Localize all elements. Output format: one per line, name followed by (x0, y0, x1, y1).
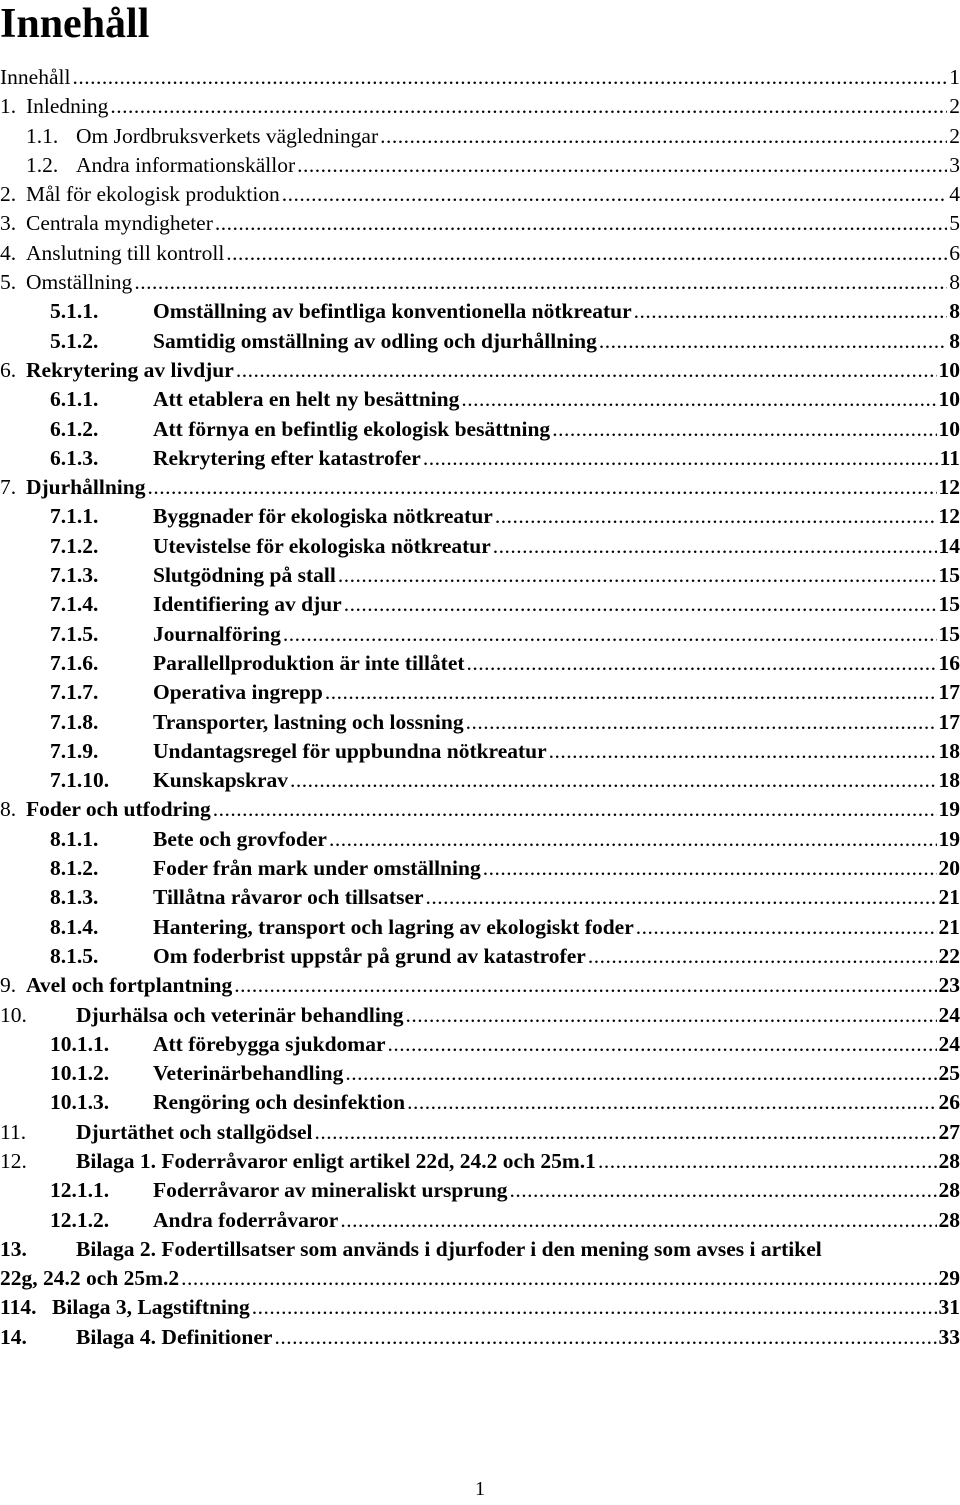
toc-entry[interactable] (0, 1147, 960, 1176)
toc-entry-number: 4. (0, 240, 17, 265)
toc-entry-title: Undantagsregel för uppbundna nötkreatur (153, 738, 547, 763)
toc-entry-number: 9. (0, 973, 17, 998)
toc-leader-dots (181, 1264, 936, 1293)
toc-entry[interactable] (0, 327, 960, 356)
toc-entry-wrapped[interactable] (0, 1235, 960, 1264)
toc-entry-page: 12 (938, 504, 960, 529)
toc-entry-title: Att förnya en befintlig ekologisk besättning (153, 416, 551, 441)
toc-entry-page: 21 (938, 914, 960, 939)
toc-entry-line (26, 971, 960, 1000)
toc-entry-page: 14 (938, 533, 960, 558)
toc-leader-dots (344, 590, 937, 619)
toc-entry-line (153, 1059, 960, 1088)
toc-leader-dots (314, 1118, 936, 1147)
toc-leader-dots (599, 327, 947, 356)
toc-entry-line (153, 1176, 960, 1205)
toc-entry[interactable] (0, 444, 960, 473)
toc-entry-number: 7.1.1. (50, 504, 99, 529)
toc-entry-line (26, 180, 960, 209)
toc-entry-number: 6.1.1. (50, 387, 99, 412)
toc-entry-number: 12.1.1. (50, 1178, 110, 1203)
toc-entry-line (153, 297, 960, 326)
toc-entry-number: 7.1.5. (50, 621, 99, 646)
toc-entry[interactable] (0, 180, 960, 209)
toc-leader-dots (407, 1088, 936, 1117)
toc-leader-dots (461, 385, 936, 414)
toc-leader-dots (297, 151, 947, 180)
toc-entry-number: 7. (0, 475, 17, 500)
toc-leader-dots (588, 942, 937, 971)
toc-entry-title: Omställning (26, 270, 133, 295)
toc-entry-number: 7.1.10. (50, 768, 110, 793)
toc-entry-line (26, 209, 960, 238)
toc-leader-dots (213, 795, 937, 824)
toc-entry-title: Omställning av befintliga konventionella nötkreatur (153, 299, 632, 324)
toc-entry-title: Rekrytering efter katastrofer (153, 445, 421, 470)
toc-entry-page: 18 (938, 738, 960, 763)
toc-entry-number: 10.1.1. (50, 1031, 110, 1056)
toc-entry-line (153, 766, 960, 795)
toc-entry-number: 7.1.6. (50, 650, 99, 675)
toc-entry-page: 10 (938, 387, 960, 412)
toc-entry-number: 7.1.7. (50, 680, 99, 705)
toc-entry-number: 2. (0, 182, 17, 207)
toc-entry-page: 4 (949, 182, 960, 207)
toc-entry[interactable] (0, 1118, 960, 1147)
toc-entry-title: Bilaga 2. Fodertillsatser som används i djurfoder i den mening som avses i artikel (76, 1236, 822, 1261)
toc-leader-dots (634, 297, 948, 326)
toc-entry-title: Avel och fortplantning (26, 973, 233, 998)
toc-entry-title: Djurtäthet och stallgödsel (76, 1119, 313, 1144)
toc-entry-page: 2 (949, 123, 960, 148)
toc-entry-number: 7.1.2. (50, 533, 99, 558)
toc-leader-dots (406, 1001, 937, 1030)
toc-entry-line (153, 854, 960, 883)
toc-entry-page: 8 (949, 328, 960, 353)
toc-entry[interactable] (0, 942, 960, 971)
toc-entry-line (76, 151, 960, 180)
toc-entry-title: Operativa ingrepp (153, 680, 323, 705)
toc-leader-dots (380, 122, 947, 151)
toc-entry[interactable] (0, 678, 960, 707)
toc-entry-line (153, 678, 960, 707)
toc-entry-line (76, 1001, 960, 1030)
toc-entry-title: Utevistelse för ekologiska nötkreatur (153, 533, 491, 558)
toc-entry-number: 8.1.4. (50, 914, 99, 939)
toc-entry-wrapped-continuation[interactable] (0, 1264, 960, 1293)
toc-entry-number: 8. (0, 797, 17, 822)
toc-entry[interactable] (0, 1206, 960, 1235)
toc-entry-page: 24 (938, 1031, 960, 1056)
toc-entry-page: 33 (938, 1324, 960, 1349)
toc-entry-page: 8 (949, 299, 960, 324)
toc-entry-number: 12. (0, 1148, 27, 1173)
toc-entry-number: 114. (0, 1295, 37, 1320)
toc-entry-line (26, 92, 960, 121)
toc-entry-title: Bilaga 3, Lagstiftning (52, 1295, 250, 1320)
toc-leader-dots (467, 649, 937, 678)
toc-entry-page: 28 (938, 1178, 960, 1203)
toc-entry-line (0, 1264, 960, 1293)
toc-entry-page: 26 (938, 1090, 960, 1115)
toc-entry[interactable] (0, 883, 960, 912)
toc-entry[interactable] (0, 708, 960, 737)
toc-entry-number: 7.1.8. (50, 709, 99, 734)
toc-entry-line (76, 1147, 960, 1176)
toc-leader-dots (329, 825, 937, 854)
toc-leader-dots (466, 708, 937, 737)
toc-entry-page: 11 (939, 445, 960, 470)
toc-entry-title: Kunskapskrav (153, 768, 289, 793)
toc-entry-page: 25 (938, 1061, 960, 1086)
toc-entry-line (153, 649, 960, 678)
toc-entry-title: Byggnader för ekologiska nötkreatur (153, 504, 493, 529)
toc-entry[interactable] (0, 795, 960, 824)
toc-entry-page: 19 (938, 797, 960, 822)
toc-entry-page: 6 (949, 240, 960, 265)
toc-entry[interactable] (0, 854, 960, 883)
toc-entry-line (153, 883, 960, 912)
toc-entry[interactable] (0, 415, 960, 444)
toc-entry[interactable] (0, 473, 960, 502)
toc-entry-page: 2 (949, 94, 960, 119)
toc-entry-page: 5 (949, 211, 960, 236)
toc-entry-page: 29 (938, 1266, 960, 1291)
toc-entry-title: Andra informationskällor (76, 152, 296, 177)
toc-entry-page: 22 (938, 943, 960, 968)
toc-entry-number: 13. (0, 1236, 27, 1261)
toc-entry-title: Identifiering av djur (153, 592, 342, 617)
toc-entry-line (153, 620, 960, 649)
toc-entry-number: 5.1.1. (50, 299, 99, 324)
toc-entry-page: 23 (938, 973, 960, 998)
toc-entry-title: Att etablera en helt ny besättning (153, 387, 460, 412)
toc-entry-page: 17 (938, 709, 960, 734)
toc-entry-number: 10. (0, 1002, 27, 1027)
toc-leader-dots (510, 1176, 937, 1205)
toc-leader-dots (549, 737, 937, 766)
table-of-contents (0, 63, 960, 1352)
toc-leader-dots (215, 209, 947, 238)
toc-entry-number: 7.1.3. (50, 563, 99, 588)
toc-entry-line (76, 1118, 960, 1147)
toc-leader-dots (340, 1206, 936, 1235)
toc-entry-number: 6.1.3. (50, 445, 99, 470)
toc-entry-title: Tillåtna råvaror och tillsatser (153, 885, 424, 910)
toc-entry-page: 31 (938, 1295, 960, 1320)
toc-entry-title: Rengöring och desinfektion (153, 1090, 406, 1115)
toc-leader-dots (147, 473, 936, 502)
toc-entry[interactable] (0, 1030, 960, 1059)
toc-entry-title: Journalföring (153, 621, 281, 646)
toc-entry-page: 21 (938, 885, 960, 910)
toc-entry-line (76, 122, 960, 151)
toc-entry-page: 1 (949, 65, 960, 89)
toc-entry-number: 7.1.4. (50, 592, 99, 617)
toc-entry-page: 28 (938, 1148, 960, 1173)
toc-entry-title: Djurhälsa och veterinär behandling (76, 1002, 404, 1027)
toc-entry[interactable] (0, 385, 960, 414)
toc-entry-line (153, 737, 960, 766)
toc-entry-title: Bilaga 1. Foderråvaror enligt artikel 22d, 24.2 och 25m.1 (76, 1148, 596, 1173)
toc-entry-line (26, 356, 960, 385)
toc-entry-number: 5.1.2. (50, 328, 99, 353)
toc-leader-dots (338, 561, 937, 590)
toc-entry-number: 10.1.3. (50, 1090, 110, 1115)
toc-leader-dots (493, 532, 937, 561)
toc-entry-title: Hantering, transport och lagring av ekologiskt foder (153, 914, 634, 939)
toc-entry-line (153, 942, 960, 971)
toc-entry-title: Djurhållning (26, 475, 146, 500)
toc-entry-title: Anslutning till kontroll (26, 240, 225, 265)
toc-entry[interactable] (0, 92, 960, 121)
toc-entry[interactable] (0, 825, 960, 854)
toc-entry-number: 12.1.2. (50, 1207, 110, 1232)
toc-leader-dots (598, 1147, 937, 1176)
toc-entry-number: 6.1.2. (50, 416, 99, 441)
toc-entry-title: Foder och utfodring (26, 797, 211, 822)
toc-entry[interactable] (0, 1176, 960, 1205)
toc-entry-title: Samtidig omställning av odling och djurhållning (153, 328, 597, 353)
toc-leader-dots (282, 180, 947, 209)
toc-entry-title: Mål för ekologisk produktion (26, 182, 280, 207)
toc-leader-dots (636, 913, 937, 942)
toc-entry-line (153, 532, 960, 561)
toc-entry[interactable] (0, 1323, 960, 1352)
toc-leader-dots (72, 63, 947, 92)
toc-entry-number: 8.1.5. (50, 943, 99, 968)
toc-entry-line (153, 415, 960, 444)
toc-entry-line (153, 327, 960, 356)
toc-leader-dots (134, 268, 947, 297)
toc-entry-title: Foderråvaror av mineraliskt ursprung (153, 1178, 508, 1203)
toc-leader-dots (345, 1059, 936, 1088)
toc-entry-page: 19 (938, 826, 960, 851)
toc-entry[interactable] (0, 971, 960, 1000)
toc-leader-dots (325, 678, 937, 707)
toc-entry-line (153, 1030, 960, 1059)
toc-entry-line (76, 1323, 960, 1352)
toc-entry-line (153, 561, 960, 590)
toc-leader-dots (110, 92, 947, 121)
toc-entry[interactable] (0, 561, 960, 590)
toc-entry[interactable] (0, 1088, 960, 1117)
toc-leader-dots (552, 415, 936, 444)
toc-entry[interactable] (0, 151, 960, 180)
page-title: Innehåll (0, 1, 150, 47)
toc-leader-dots (290, 766, 936, 795)
toc-entry-line (26, 268, 960, 297)
toc-leader-dots (495, 502, 937, 531)
toc-entry-title: Bete och grovfoder (153, 826, 327, 851)
toc-leader-dots (283, 620, 937, 649)
toc-leader-dots (252, 1293, 937, 1322)
toc-entry-line (153, 825, 960, 854)
toc-entry-number: 8.1.3. (50, 885, 99, 910)
toc-entry[interactable] (0, 1293, 960, 1322)
toc-entry-line (26, 795, 960, 824)
toc-entry[interactable] (0, 122, 960, 151)
toc-entry-number: 1.1. (26, 123, 59, 148)
toc-entry-line (153, 590, 960, 619)
toc-entry-line (153, 1206, 960, 1235)
toc-leader-dots (234, 971, 936, 1000)
toc-entry-title: Innehåll (0, 65, 71, 89)
toc-leader-dots (388, 1030, 937, 1059)
toc-entry-number: 3. (0, 211, 17, 236)
toc-leader-dots (423, 444, 938, 473)
toc-entry-number: 10.1.2. (50, 1061, 110, 1086)
toc-entry-page: 20 (938, 856, 960, 881)
toc-leader-dots (274, 1323, 936, 1352)
toc-entry[interactable] (0, 590, 960, 619)
toc-entry-line (153, 1088, 960, 1117)
toc-leader-dots (226, 239, 947, 268)
toc-entry-page: 8 (949, 270, 960, 295)
toc-entry-page: 15 (938, 563, 960, 588)
toc-entry[interactable] (0, 620, 960, 649)
toc-entry[interactable] (0, 649, 960, 678)
toc-entry-page: 15 (938, 621, 960, 646)
toc-entry-number: 7.1.9. (50, 738, 99, 763)
toc-entry-title-continued: 22g, 24.2 och 25m.2 (0, 1266, 180, 1291)
toc-entry-page: 10 (938, 416, 960, 441)
toc-entry-number: 14. (0, 1324, 27, 1349)
toc-entry-line (0, 63, 960, 92)
toc-entry-line (153, 502, 960, 531)
toc-entry-number: 8.1.2. (50, 856, 99, 881)
toc-leader-dots (483, 854, 937, 883)
toc-entry-page: 28 (938, 1207, 960, 1232)
toc-entry-title: Centrala myndigheter (26, 211, 213, 236)
toc-entry-title: Foder från mark under omställning (153, 856, 481, 881)
toc-entry-page: 17 (938, 680, 960, 705)
toc-entry-page: 15 (938, 592, 960, 617)
toc-leader-dots (236, 356, 937, 385)
toc-entry-line (153, 913, 960, 942)
toc-entry-page: 18 (938, 768, 960, 793)
toc-entry-page: 16 (938, 650, 960, 675)
toc-entry-number: 5. (0, 270, 17, 295)
toc-entry-line (26, 239, 960, 268)
toc-entry-title: Transporter, lastning och lossning (153, 709, 464, 734)
toc-entry[interactable] (0, 532, 960, 561)
toc-leader-dots (426, 883, 937, 912)
toc-entry-line (153, 708, 960, 737)
page-number: 1 (475, 1478, 485, 1500)
toc-entry-title: Bilaga 4. Definitioner (76, 1324, 273, 1349)
toc-entry[interactable] (0, 502, 960, 531)
toc-entry-number: 1.2. (26, 152, 59, 177)
toc-entry-page: 27 (938, 1119, 960, 1144)
toc-entry-page: 24 (938, 1002, 960, 1027)
toc-entry-title: Om foderbrist uppstår på grund av katastrofer (153, 943, 586, 968)
toc-entry-title: Parallellproduktion är inte tillåtet (153, 650, 465, 675)
toc-entry-title: Om Jordbruksverkets vägledningar (76, 123, 379, 148)
toc-entry-page: 3 (949, 152, 960, 177)
toc-entry-page: 12 (938, 475, 960, 500)
toc-entry-title: Andra foderråvaror (153, 1207, 339, 1232)
toc-entry[interactable] (0, 239, 960, 268)
toc-entry-title: Att förebygga sjukdomar (153, 1031, 386, 1056)
toc-entry-page: 10 (938, 357, 960, 382)
toc-entry[interactable] (0, 356, 960, 385)
toc-entry-title: Slutgödning på stall (153, 563, 336, 588)
toc-entry[interactable] (0, 209, 960, 238)
toc-entry-title: Veterinärbehandling (153, 1061, 344, 1086)
toc-entry[interactable] (0, 913, 960, 942)
toc-entry-title: Rekrytering av livdjur (26, 357, 234, 382)
toc-entry-line (52, 1293, 960, 1322)
toc-entry[interactable] (0, 63, 960, 92)
toc-entry[interactable] (0, 297, 960, 326)
toc-entry[interactable] (0, 1059, 960, 1088)
toc-entry[interactable] (0, 737, 960, 766)
toc-entry-number: 1. (0, 94, 17, 119)
toc-entry-number: 6. (0, 357, 17, 382)
toc-entry-title: Inledning (26, 94, 109, 119)
toc-entry[interactable] (0, 766, 960, 795)
toc-entry-line (153, 385, 960, 414)
toc-entry[interactable] (0, 268, 960, 297)
toc-entry-number: 8.1.1. (50, 826, 99, 851)
toc-entry-line (26, 473, 960, 502)
toc-entry[interactable] (0, 1001, 960, 1030)
toc-entry-line (153, 444, 960, 473)
toc-entry-number: 11. (0, 1119, 27, 1144)
